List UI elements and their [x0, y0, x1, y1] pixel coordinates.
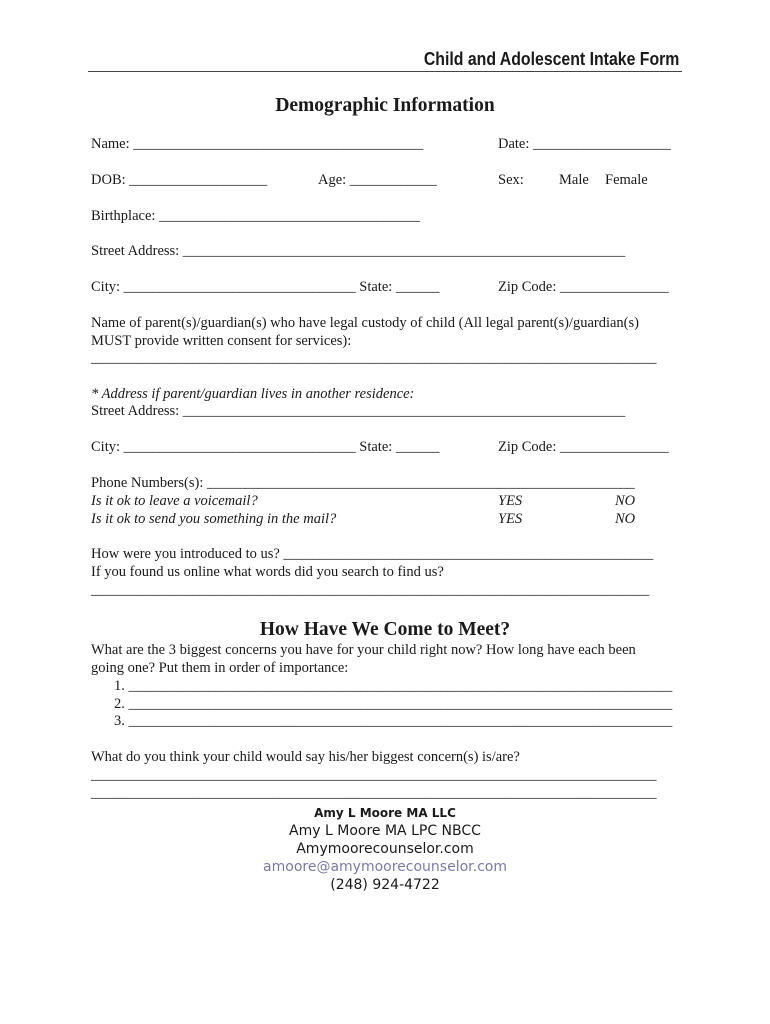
street-address-field[interactable]: Street Address: _____________________________________________________________: [91, 243, 626, 259]
age-field[interactable]: Age: ____________: [318, 172, 437, 188]
phone-field[interactable]: Phone Numbers(s): ___________________________________________________________: [91, 475, 635, 491]
dob-field[interactable]: DOB: ___________________: [91, 172, 268, 188]
form-title: Child and Adolescent Intake Form: [423, 49, 679, 69]
concern-line-1[interactable]: 1. ___________________________________________________________________________: [114, 678, 673, 694]
mail-question: Is it ok to send you something in the mail?: [91, 511, 337, 527]
footer-email-link[interactable]: amoore@amymoorecounselor.com: [263, 859, 507, 875]
demographic-heading: Demographic Information: [275, 95, 495, 116]
mail-yes-option[interactable]: YES: [498, 511, 523, 527]
alt-zip-field[interactable]: Zip Code: _______________: [498, 439, 669, 455]
footer-phone: (248) 924-4722: [330, 877, 440, 893]
child-concern-line-2[interactable]: ______________________________________________________________________________: [91, 785, 657, 801]
concerns-question: What are the 3 biggest concerns you have for your child right now? How long have each been: [91, 642, 636, 658]
birthplace-field[interactable]: Birthplace: ____________________________________: [91, 208, 421, 224]
voicemail-question: Is it ok to leave a voicemail?: [91, 493, 258, 509]
alt-address-note: * Address if parent/guardian lives in another residence:: [91, 386, 415, 402]
child-concern-line-1[interactable]: ______________________________________________________________________________: [91, 767, 657, 783]
city-state-field[interactable]: City: ________________________________ State: ______: [91, 279, 440, 295]
concern-line-2[interactable]: 2. ___________________________________________________________________________: [114, 696, 673, 712]
voicemail-no-option[interactable]: NO: [615, 493, 636, 509]
name-field[interactable]: Name: ________________________________________: [91, 136, 424, 152]
alt-street-address-field[interactable]: Street Address: _____________________________________________________________: [91, 403, 626, 419]
search-terms-line[interactable]: _____________________________________________________________________________: [91, 582, 650, 598]
sex-label: Sex:: [498, 172, 524, 188]
search-terms-question: If you found us online what words did you search to find us?: [91, 564, 444, 580]
meet-heading: How Have We Come to Meet?: [259, 619, 511, 640]
sex-female-option[interactable]: Female: [605, 172, 648, 188]
footer-company: Amy L Moore MA LLC: [314, 806, 456, 820]
guardian-line[interactable]: ______________________________________________________________________________: [91, 350, 657, 366]
concern-line-3[interactable]: 3. ___________________________________________________________________________: [114, 713, 673, 729]
zip-field[interactable]: Zip Code: _______________: [498, 279, 669, 295]
footer-website[interactable]: Amymoorecounselor.com: [296, 841, 474, 857]
voicemail-yes-option[interactable]: YES: [498, 493, 523, 509]
guardian-instructions: Name of parent(s)/guardian(s) who have legal custody of child (All legal parent(s)/guardian(s): [91, 315, 639, 331]
introduced-field[interactable]: How were you introduced to us? ___________________________________________________: [91, 546, 654, 562]
date-field[interactable]: Date: ___________________: [498, 136, 671, 152]
child-concern-question: What do you think your child would say his/her biggest concern(s) is/are?: [91, 749, 520, 765]
concerns-question-cont: going one? Put them in order of importance:: [91, 660, 349, 676]
mail-no-option[interactable]: NO: [615, 511, 636, 527]
alt-city-state-field[interactable]: City: ________________________________ State: ______: [91, 439, 440, 455]
footer-credentials: Amy L Moore MA LPC NBCC: [289, 823, 481, 839]
sex-male-option[interactable]: Male: [559, 172, 589, 188]
header-rule: [88, 71, 682, 72]
guardian-instructions-cont: MUST provide written consent for services):: [91, 333, 352, 349]
